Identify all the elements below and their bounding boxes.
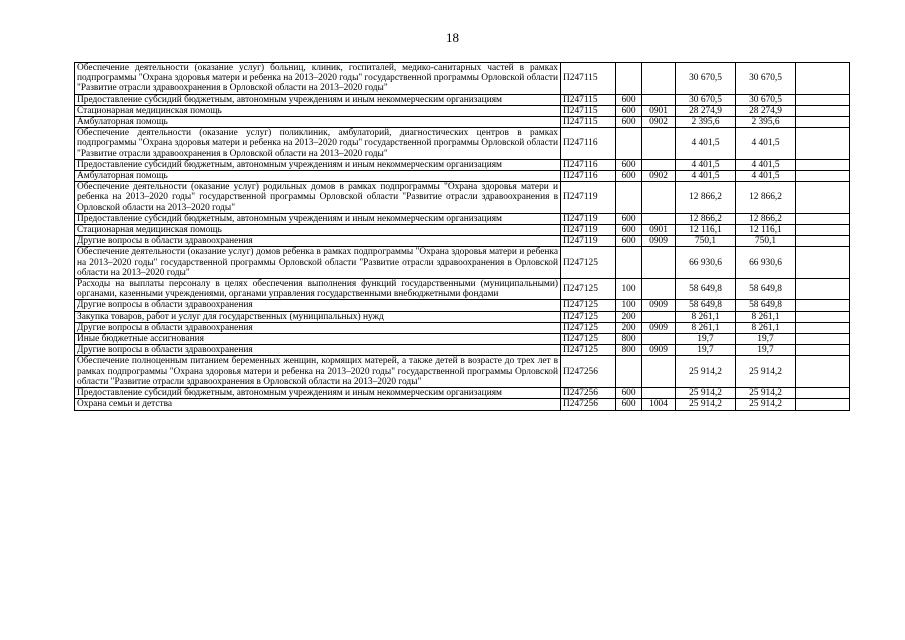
row-empty-cell: [796, 128, 850, 160]
row-section-cell: 0909: [642, 236, 676, 247]
row-expense-type-cell: 600: [616, 171, 642, 182]
row-amount-cell: 25 914,2: [676, 388, 736, 399]
row-expense-type-cell: 600: [616, 117, 642, 128]
row-amount-cell: 58 649,8: [676, 279, 736, 300]
row-amount-cell: 28 274,9: [736, 105, 796, 116]
table-row: [75, 171, 850, 182]
table-row: [75, 300, 850, 311]
row-section-cell: 0901: [642, 105, 676, 116]
row-empty-cell: [796, 159, 850, 170]
row-amount-cell: 30 670,5: [736, 94, 796, 105]
row-code-cell: П247116: [561, 171, 616, 182]
row-code-cell: П247256: [561, 399, 616, 410]
row-code-cell: П247115: [561, 63, 616, 95]
row-amount-cell: 19,7: [676, 345, 736, 356]
row-amount-cell: 58 649,8: [736, 279, 796, 300]
row-section-cell: [642, 63, 676, 95]
row-expense-type-cell: 600: [616, 388, 642, 399]
row-expense-type-cell: 200: [616, 311, 642, 322]
row-code-cell: П247119: [561, 225, 616, 236]
row-name-cell: Обеспечение деятельности (оказание услуг) домов ребенка в рамках подпрограммы "Охрана здоровья матери и ребенка на 2013–2020 годы" государственной программы Орловской области "Развитие отрасли здравоохранения в Орловской области на 2013–2020 годы": [75, 247, 561, 279]
row-name-cell: Обеспечение полноценным питанием беременных женщин, кормящих матерей, а также детей в возрасте до трех лет в рамках подпрограммы "Охрана здоровья матери и ребенка на 2013–2020 годы" государственной программы Орловской области "Развитие отрасли здравоохранения в Орловской области на 2013–2020 годы": [75, 356, 561, 388]
row-code-cell: П247115: [561, 117, 616, 128]
row-expense-type-cell: 600: [616, 159, 642, 170]
row-code-cell: П247119: [561, 213, 616, 224]
row-amount-cell: 750,1: [676, 236, 736, 247]
row-expense-type-cell: 600: [616, 213, 642, 224]
row-name-cell: Стационарная медицинская помощь: [75, 105, 561, 116]
row-amount-cell: 66 930,6: [736, 247, 796, 279]
row-name-cell: Предоставление субсидий бюджетным, автономным учреждениям и иным некоммерческим организациям: [75, 159, 561, 170]
row-section-cell: [642, 182, 676, 214]
row-code-cell: П247125: [561, 279, 616, 300]
row-amount-cell: 2 395,6: [676, 117, 736, 128]
row-expense-type-cell: [616, 247, 642, 279]
table-row: [75, 345, 850, 356]
row-code-cell: П247125: [561, 334, 616, 345]
row-amount-cell: 25 914,2: [676, 356, 736, 388]
table-row: [75, 279, 850, 300]
row-section-cell: [642, 94, 676, 105]
row-name-cell: Закупка товаров, работ и услуг для государственных (муниципальных) нужд: [75, 311, 561, 322]
row-amount-cell: 19,7: [676, 334, 736, 345]
row-name-cell: Другие вопросы в области здравоохранения: [75, 345, 561, 356]
row-empty-cell: [796, 300, 850, 311]
row-amount-cell: 8 261,1: [676, 311, 736, 322]
row-amount-cell: 25 914,2: [736, 399, 796, 410]
row-amount-cell: 19,7: [736, 345, 796, 356]
row-section-cell: [642, 356, 676, 388]
row-name-cell: Иные бюджетные ассигнования: [75, 334, 561, 345]
table-row: [75, 117, 850, 128]
row-empty-cell: [796, 63, 850, 95]
table-row: [75, 388, 850, 399]
row-section-cell: 0902: [642, 171, 676, 182]
table-row: [75, 213, 850, 224]
row-code-cell: П247125: [561, 345, 616, 356]
row-name-cell: Предоставление субсидий бюджетным, автономным учреждениям и иным некоммерческим организациям: [75, 94, 561, 105]
row-expense-type-cell: [616, 128, 642, 160]
row-code-cell: П247256: [561, 388, 616, 399]
row-section-cell: 0901: [642, 225, 676, 236]
row-expense-type-cell: 100: [616, 279, 642, 300]
row-amount-cell: 12 866,2: [676, 213, 736, 224]
row-amount-cell: 58 649,8: [676, 300, 736, 311]
table-row: [75, 334, 850, 345]
row-amount-cell: 4 401,5: [676, 128, 736, 160]
table-row: [75, 356, 850, 388]
row-name-cell: Амбулаторная помощь: [75, 117, 561, 128]
table-row: [75, 159, 850, 170]
table-row: [75, 311, 850, 322]
row-name-cell: Другие вопросы в области здравоохранения: [75, 322, 561, 333]
row-section-cell: [642, 247, 676, 279]
row-amount-cell: 28 274,9: [676, 105, 736, 116]
row-expense-type-cell: 600: [616, 94, 642, 105]
row-section-cell: 1004: [642, 399, 676, 410]
row-expense-type-cell: 600: [616, 236, 642, 247]
row-amount-cell: 19,7: [736, 334, 796, 345]
row-amount-cell: 12 866,2: [676, 182, 736, 214]
budget-table: [74, 62, 850, 411]
row-section-cell: 0909: [642, 322, 676, 333]
row-amount-cell: 8 261,1: [736, 322, 796, 333]
table-row: [75, 399, 850, 410]
table-body: [75, 63, 850, 411]
row-amount-cell: 12 866,2: [736, 213, 796, 224]
row-amount-cell: 4 401,5: [736, 128, 796, 160]
table-row: [75, 236, 850, 247]
row-empty-cell: [796, 182, 850, 214]
row-amount-cell: 750,1: [736, 236, 796, 247]
row-amount-cell: 30 670,5: [736, 63, 796, 95]
row-name-cell: Другие вопросы в области здравоохранения: [75, 300, 561, 311]
row-section-cell: [642, 311, 676, 322]
row-amount-cell: 30 670,5: [676, 94, 736, 105]
row-section-cell: 0902: [642, 117, 676, 128]
row-name-cell: Обеспечение деятельности (оказание услуг) родильных домов в рамках подпрограммы "Охрана здоровья матери и ребенка на 2013–2020 годы" государственной программы Орловской области "Развитие отрасли здравоохранения в Орловской области на 2013–2020 годы": [75, 182, 561, 214]
row-name-cell: Предоставление субсидий бюджетным, автономным учреждениям и иным некоммерческим организациям: [75, 388, 561, 399]
row-amount-cell: 58 649,8: [736, 300, 796, 311]
row-amount-cell: 12 116,1: [736, 225, 796, 236]
row-name-cell: Амбулаторная помощь: [75, 171, 561, 182]
row-code-cell: П247125: [561, 247, 616, 279]
row-expense-type-cell: 800: [616, 345, 642, 356]
row-expense-type-cell: [616, 182, 642, 214]
row-empty-cell: [796, 334, 850, 345]
table-row: [75, 128, 850, 160]
row-amount-cell: 66 930,6: [676, 247, 736, 279]
row-expense-type-cell: 100: [616, 300, 642, 311]
row-empty-cell: [796, 171, 850, 182]
table-row: [75, 322, 850, 333]
row-name-cell: Стационарная медицинская помощь: [75, 225, 561, 236]
row-amount-cell: 30 670,5: [676, 63, 736, 95]
row-amount-cell: 4 401,5: [676, 171, 736, 182]
row-empty-cell: [796, 322, 850, 333]
row-expense-type-cell: [616, 356, 642, 388]
table-row: [75, 225, 850, 236]
row-empty-cell: [796, 399, 850, 410]
row-name-cell: Обеспечение деятельности (оказание услуг) больниц, клиник, госпиталей, медико-санитарных частей в рамках подпрограммы "Охрана здоровья матери и ребенка на 2013–2020 годы" государственной программы Орловской области "Развитие отрасли здравоохранения в Орловской области на 2013–2020 годы": [75, 63, 561, 95]
row-expense-type-cell: 600: [616, 225, 642, 236]
row-section-cell: [642, 159, 676, 170]
row-empty-cell: [796, 213, 850, 224]
row-name-cell: Обеспечение деятельности (оказание услуг) поликлиник, амбулаторий, диагностических центров в рамках подпрограммы "Охрана здоровья матери и ребенка на 2013–2020 годы" государственной программы Орловской области "Развитие отрасли здравоохранения в Орловской области на 2013–2020 годы": [75, 128, 561, 160]
row-section-cell: [642, 279, 676, 300]
row-empty-cell: [796, 117, 850, 128]
table-row: [75, 247, 850, 279]
row-empty-cell: [796, 105, 850, 116]
row-amount-cell: 4 401,5: [736, 159, 796, 170]
row-section-cell: [642, 213, 676, 224]
row-empty-cell: [796, 225, 850, 236]
row-empty-cell: [796, 94, 850, 105]
row-code-cell: П247115: [561, 94, 616, 105]
row-expense-type-cell: 600: [616, 399, 642, 410]
row-empty-cell: [796, 247, 850, 279]
row-name-cell: Расходы на выплаты персоналу в целях обеспечения выполнения функций государственными (муниципальными) органами, казенными учреждениями, органами управления государственными внебюджетными фондами: [75, 279, 561, 300]
row-name-cell: Предоставление субсидий бюджетным, автономным учреждениям и иным некоммерческим организациям: [75, 213, 561, 224]
row-amount-cell: 2 395,6: [736, 117, 796, 128]
row-code-cell: П247125: [561, 322, 616, 333]
row-amount-cell: 25 914,2: [736, 356, 796, 388]
row-name-cell: Охрана семьи и детства: [75, 399, 561, 410]
row-code-cell: П247119: [561, 182, 616, 214]
row-amount-cell: 4 401,5: [736, 171, 796, 182]
row-code-cell: П247116: [561, 159, 616, 170]
row-empty-cell: [796, 311, 850, 322]
row-amount-cell: 4 401,5: [676, 159, 736, 170]
row-section-cell: [642, 128, 676, 160]
row-expense-type-cell: 200: [616, 322, 642, 333]
row-amount-cell: 12 866,2: [736, 182, 796, 214]
row-empty-cell: [796, 345, 850, 356]
row-amount-cell: 25 914,2: [676, 399, 736, 410]
row-amount-cell: 8 261,1: [676, 322, 736, 333]
row-expense-type-cell: 800: [616, 334, 642, 345]
table-row: [75, 63, 850, 95]
row-expense-type-cell: 600: [616, 105, 642, 116]
row-amount-cell: 25 914,2: [736, 388, 796, 399]
row-section-cell: [642, 334, 676, 345]
row-empty-cell: [796, 356, 850, 388]
row-empty-cell: [796, 388, 850, 399]
row-code-cell: П247119: [561, 236, 616, 247]
row-expense-type-cell: [616, 63, 642, 95]
row-code-cell: П247125: [561, 300, 616, 311]
row-empty-cell: [796, 236, 850, 247]
table-row: [75, 94, 850, 105]
row-empty-cell: [796, 279, 850, 300]
row-code-cell: П247115: [561, 105, 616, 116]
row-section-cell: [642, 388, 676, 399]
row-name-cell: Другие вопросы в области здравоохранения: [75, 236, 561, 247]
row-code-cell: П247116: [561, 128, 616, 160]
page-number: 18: [446, 30, 459, 45]
table-row: [75, 182, 850, 214]
row-amount-cell: 12 116,1: [676, 225, 736, 236]
row-section-cell: 0909: [642, 300, 676, 311]
row-code-cell: П247125: [561, 311, 616, 322]
row-code-cell: П247256: [561, 356, 616, 388]
row-section-cell: 0909: [642, 345, 676, 356]
table-row: [75, 105, 850, 116]
row-amount-cell: 8 261,1: [736, 311, 796, 322]
